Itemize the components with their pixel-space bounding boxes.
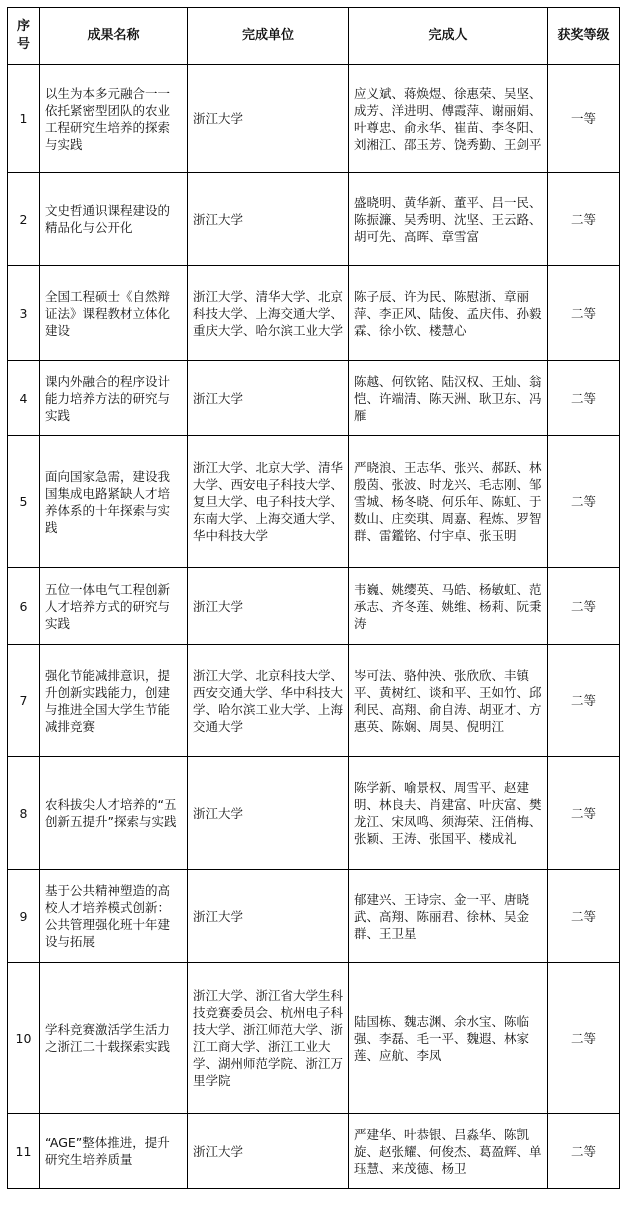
cell-award: 二等 bbox=[548, 568, 620, 645]
cell-name: 学科竞赛激活学生活力之浙江二十载探索实践 bbox=[40, 963, 188, 1114]
cell-no: 4 bbox=[8, 361, 40, 436]
cell-name: 基于公共精神塑造的高校人才培养模式创新：公共管理强化班十年建设与拓展 bbox=[40, 870, 188, 963]
cell-award: 二等 bbox=[548, 361, 620, 436]
cell-people: 郁建兴、王诗宗、金一平、唐晓武、高翔、陈丽君、徐林、吴金群、王卫星 bbox=[349, 870, 548, 963]
cell-people: 应义斌、蒋焕煜、徐惠荣、吴坚、成芳、洋进明、傅霞萍、谢丽娟、叶尊忠、俞永华、崔苗、李冬阳、刘湘江、邵玉芳、饶秀勤、王剑平 bbox=[349, 65, 548, 173]
table-row bbox=[8, 266, 620, 361]
cell-no: 7 bbox=[8, 645, 40, 757]
table-row bbox=[8, 568, 620, 645]
cell-people: 陈学新、喻景权、周雪平、赵建明、林良夫、肖建富、叶庆富、樊龙江、宋凤鸣、须海荣、汪俏梅、张颖、王涛、张国平、楼成礼 bbox=[349, 757, 548, 870]
cell-no: 10 bbox=[8, 963, 40, 1114]
cell-name: 以生为本多元融合一一依托紧密型团队的农业工程研究生培养的探索与实践 bbox=[40, 65, 188, 173]
cell-name: 全国工程硕士《自然辩证法》课程教材立体化建设 bbox=[40, 266, 188, 361]
cell-people: 陈子辰、许为民、陈慰浙、章丽萍、李正风、陆俊、孟庆伟、孙毅霖、徐小钦、楼慧心 bbox=[349, 266, 548, 361]
header-unit: 完成单位 bbox=[188, 8, 349, 65]
cell-no: 2 bbox=[8, 173, 40, 266]
cell-no: 8 bbox=[8, 757, 40, 870]
table-wrapper bbox=[7, 7, 620, 1189]
cell-award: 二等 bbox=[548, 870, 620, 963]
table-row bbox=[8, 645, 620, 757]
header-award: 获奖等级 bbox=[548, 8, 620, 65]
cell-award: 二等 bbox=[548, 1114, 620, 1189]
table-row bbox=[8, 757, 620, 870]
cell-no: 11 bbox=[8, 1114, 40, 1189]
cell-name: 课内外融合的程序设计能力培养方法的研究与实践 bbox=[40, 361, 188, 436]
header-name: 成果名称 bbox=[40, 8, 188, 65]
table-row bbox=[8, 65, 620, 173]
table-row bbox=[8, 963, 620, 1114]
cell-people: 盛晓明、黄华新、董平、吕一民、陈振濂、吴秀明、沈坚、王云路、胡可先、高晖、章雪富 bbox=[349, 173, 548, 266]
cell-award: 二等 bbox=[548, 436, 620, 568]
cell-no: 9 bbox=[8, 870, 40, 963]
cell-award: 二等 bbox=[548, 173, 620, 266]
cell-unit: 浙江大学 bbox=[188, 361, 349, 436]
cell-unit: 浙江大学、浙江省大学生科技竞赛委员会、杭州电子科技大学、浙江师范大学、浙江工商大学、浙江工业大学、湖州师范学院、浙江万里学院 bbox=[188, 963, 349, 1114]
cell-name: “AGE”整体推进，提升研究生培养质量 bbox=[40, 1114, 188, 1189]
cell-unit: 浙江大学、北京大学、清华大学、西安电子科技大学、复旦大学、电子科技大学、东南大学、上海交通大学、华中科技大学 bbox=[188, 436, 349, 568]
cell-people: 严建华、叶恭银、吕淼华、陈凯旋、赵张耀、何俊杰、葛盈辉、单珏慧、来茂德、杨卫 bbox=[349, 1114, 548, 1189]
cell-no: 1 bbox=[8, 65, 40, 173]
cell-name: 强化节能减排意识，提升创新实践能力，创建与推进全国大学生节能减排竞赛 bbox=[40, 645, 188, 757]
cell-people: 韦巍、姚缨英、马皓、杨敏虹、范承志、齐冬莲、姚维、杨莉、阮秉涛 bbox=[349, 568, 548, 645]
cell-unit: 浙江大学、清华大学、北京科技大学、上海交通大学、重庆大学、哈尔滨工业大学 bbox=[188, 266, 349, 361]
awards-table bbox=[7, 7, 620, 1189]
header-no: 序号 bbox=[8, 8, 40, 65]
table-row bbox=[8, 361, 620, 436]
cell-people: 严晓浪、王志华、张兴、郝跃、林殷茵、张波、时龙兴、毛志刚、邹雪城、杨冬晓、何乐年、陈虹、于数山、庄奕琪、周嘉、程炼、罗智群、雷鑑铭、付宇卓、张玉明 bbox=[349, 436, 548, 568]
cell-unit: 浙江大学 bbox=[188, 1114, 349, 1189]
cell-name: 农科拔尖人才培养的“五创新五提升”探索与实践 bbox=[40, 757, 188, 870]
cell-name: 五位一体电气工程创新人才培养方式的研究与实践 bbox=[40, 568, 188, 645]
cell-people: 陈越、何钦铭、陆汉权、王灿、翁恺、许端清、陈天洲、耿卫东、冯雁 bbox=[349, 361, 548, 436]
cell-unit: 浙江大学 bbox=[188, 568, 349, 645]
cell-award: 一等 bbox=[548, 65, 620, 173]
cell-unit: 浙江大学 bbox=[188, 870, 349, 963]
cell-unit: 浙江大学 bbox=[188, 65, 349, 173]
cell-unit: 浙江大学 bbox=[188, 757, 349, 870]
cell-no: 3 bbox=[8, 266, 40, 361]
cell-award: 二等 bbox=[548, 757, 620, 870]
cell-people: 岑可法、骆仲泱、张欣欣、丰镇平、黄树红、谈和平、王如竹、邱利民、高翔、俞自涛、胡亚才、方惠英、陈娴、周昊、倪明江 bbox=[349, 645, 548, 757]
cell-award: 二等 bbox=[548, 645, 620, 757]
table-row bbox=[8, 1114, 620, 1189]
cell-unit: 浙江大学、北京科技大学、西安交通大学、华中科技大学、哈尔滨工业大学、上海交通大学 bbox=[188, 645, 349, 757]
cell-award: 二等 bbox=[548, 963, 620, 1114]
cell-name: 文史哲通识课程建设的精品化与公开化 bbox=[40, 173, 188, 266]
cell-name: 面向国家急需，建设我国集成电路紧缺人才培养体系的十年探索与实践 bbox=[40, 436, 188, 568]
cell-people: 陆国栋、魏志渊、余水宝、陈临强、李磊、毛一平、魏遐、林家莲、应航、李凤 bbox=[349, 963, 548, 1114]
header-row bbox=[8, 8, 620, 65]
table-row bbox=[8, 870, 620, 963]
cell-no: 6 bbox=[8, 568, 40, 645]
cell-unit: 浙江大学 bbox=[188, 173, 349, 266]
table-row bbox=[8, 436, 620, 568]
table-row bbox=[8, 173, 620, 266]
cell-award: 二等 bbox=[548, 266, 620, 361]
header-people: 完成人 bbox=[349, 8, 548, 65]
cell-no: 5 bbox=[8, 436, 40, 568]
